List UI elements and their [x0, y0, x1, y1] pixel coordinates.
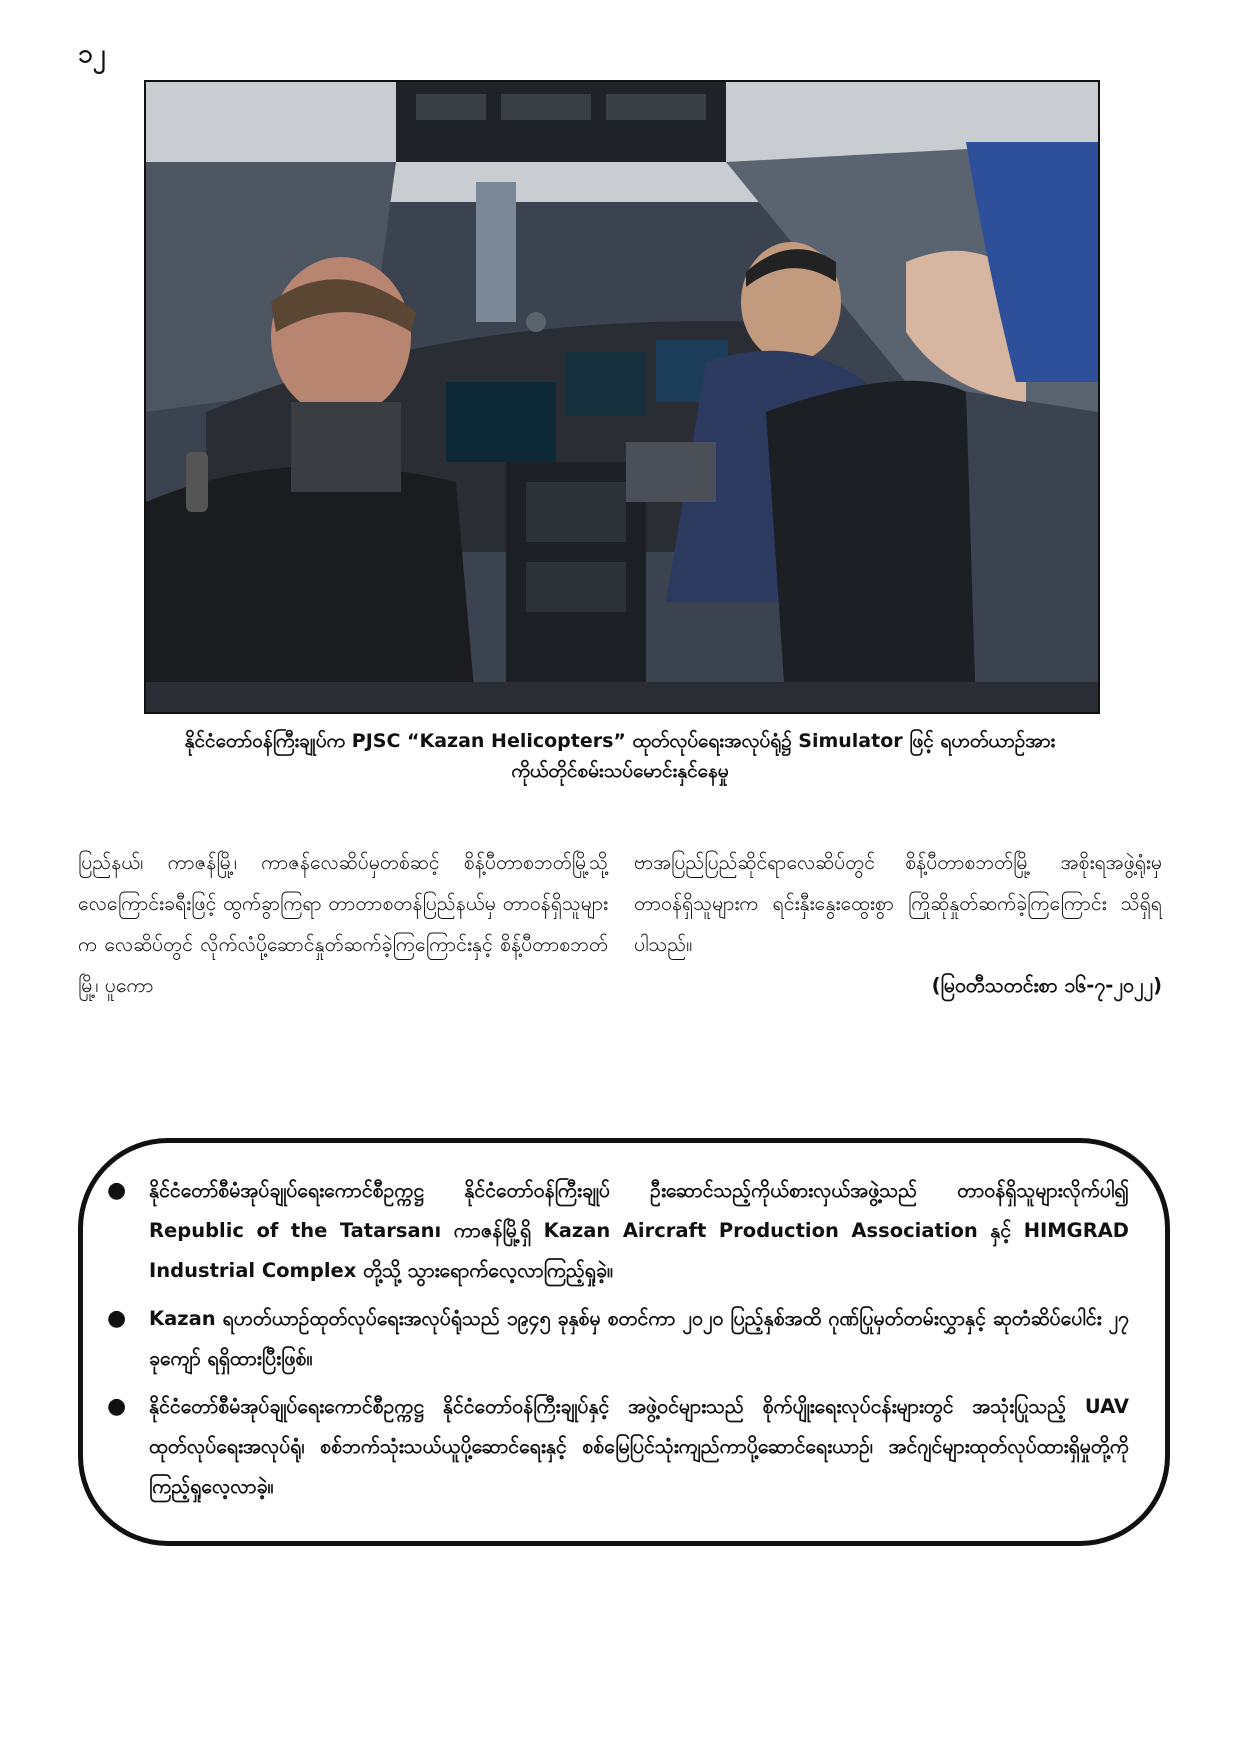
highlight-text: Kazan ရဟတ်ယာဉ်ထုတ်လုပ်ရေးအလုပ်ရုံသည် ၁၉၄၅ ခုနှစ်မှ စတင်ကာ ၂၀၂၀ ပြည့်နှစ်အထိ ဂုဏ်ပြုမှတ်တမ်းလွှာနှင့် ဆုတံဆိပ်ပေါင်း ၂၇ ခုကျော် ရရှိထားပြီးဖြစ်။ [149, 1307, 1129, 1370]
article-left-column [78, 842, 608, 1006]
bullet-icon: ● [107, 1178, 127, 1203]
highlight-text: နိုင်ငံတော်စီမံအုပ်ချုပ်ရေးကောင်စီဥက္ကဋ္ဌ နိုင်ငံတော်ဝန်ကြီးချုပ် ဦးဆောင်သည့်ကိုယ်စားလှယ်အဖွဲ့သည် တာဝန်ရှိသူများလိုက်ပါ၍ Republic of the Tatarsanı ကာဇန်မြို့ရှိ Kazan Aircraft Production Association နှင့် HIMGRAD Industrial Complex တို့သို့ သွားရောက်လေ့လာကြည့်ရှုခဲ့။ [149, 1179, 1129, 1282]
article-left-text: ပြည်နယ်၊ ကာဇန်မြို့၊ ကာဇန်လေဆိပ်မှတစ်ဆင့် စိန့်ပီတာစဘတ်မြို့သို့ လေကြောင်းခရီးဖြင့် ထွက်ခွာကြရာ တာတာစတန်ပြည်နယ်မှ တာဝန်ရှိသူများက လေဆိပ်တွင် လိုက်လံပို့ဆောင်နှုတ်ဆက်ခဲ့ကြကြောင်းနှင့် စိန့်ပီတာစဘတ်မြို့၊ ပူကော [78, 851, 608, 997]
highlight-item [107, 1171, 1129, 1291]
simulator-cockpit-photo [144, 80, 1100, 714]
photo-caption [120, 726, 1120, 786]
highlight-item [107, 1387, 1129, 1507]
bullet-icon: ● [107, 1306, 127, 1331]
article-right-column [634, 842, 1162, 1006]
article-source: (မြဝတီသတင်းစာ ၁၆-၇-၂၀၂၂) [931, 974, 1162, 997]
article-right-text: ဗာအပြည်ပြည်ဆိုင်ရာလေဆိပ်တွင် စိန့်ပီတာစဘတ်မြို့ အစိုးရအဖွဲ့ရုံးမှ တာဝန်ရှိသူများက ရင်းနှီးနွေးထွေးစွာ ကြိုဆိုနှုတ်ဆက်ခဲ့ကြကြောင်း သိရှိရပါသည်။ [634, 851, 1162, 956]
page-number: ၁၂ [78, 39, 106, 69]
caption-line-1: နိုင်ငံတော်ဝန်ကြီးချုပ်က PJSC “Kazan Helicopters” ထုတ်လုပ်ရေးအလုပ်ရုံ၌ Simulator ဖြင့် ရဟတ်ယာဉ်အား [184, 730, 1056, 752]
highlight-text: နိုင်ငံတော်စီမံအုပ်ချုပ်ရေးကောင်စီဥက္ကဋ္ဌ နိုင်ငံတော်ဝန်ကြီးချုပ်နှင့် အဖွဲ့ဝင်များသည် စိုက်ပျိုးရေးလုပ်ငန်းများတွင် အသုံးပြုသည့် UAV ထုတ်လုပ်ရေးအလုပ်ရုံ၊ စစ်ဘက်သုံးသယ်ယူပို့ဆောင်ရေးနှင့် စစ်မြေပြင်သုံးကျည်ကာပို့ဆောင်ရေးယာဉ်၊ အင်ဂျင်များထုတ်လုပ်ထားရှိမှုတို့ကို ကြည့်ရှုလေ့လာခဲ့။ [149, 1395, 1129, 1498]
bullet-icon: ● [107, 1394, 127, 1419]
highlights-list [83, 1143, 1165, 1507]
caption-line-2: ကိုယ်တိုင်စမ်းသပ်မောင်းနှင်နေမှု [511, 760, 729, 782]
highlights-box [78, 1138, 1170, 1546]
highlight-item [107, 1299, 1129, 1379]
